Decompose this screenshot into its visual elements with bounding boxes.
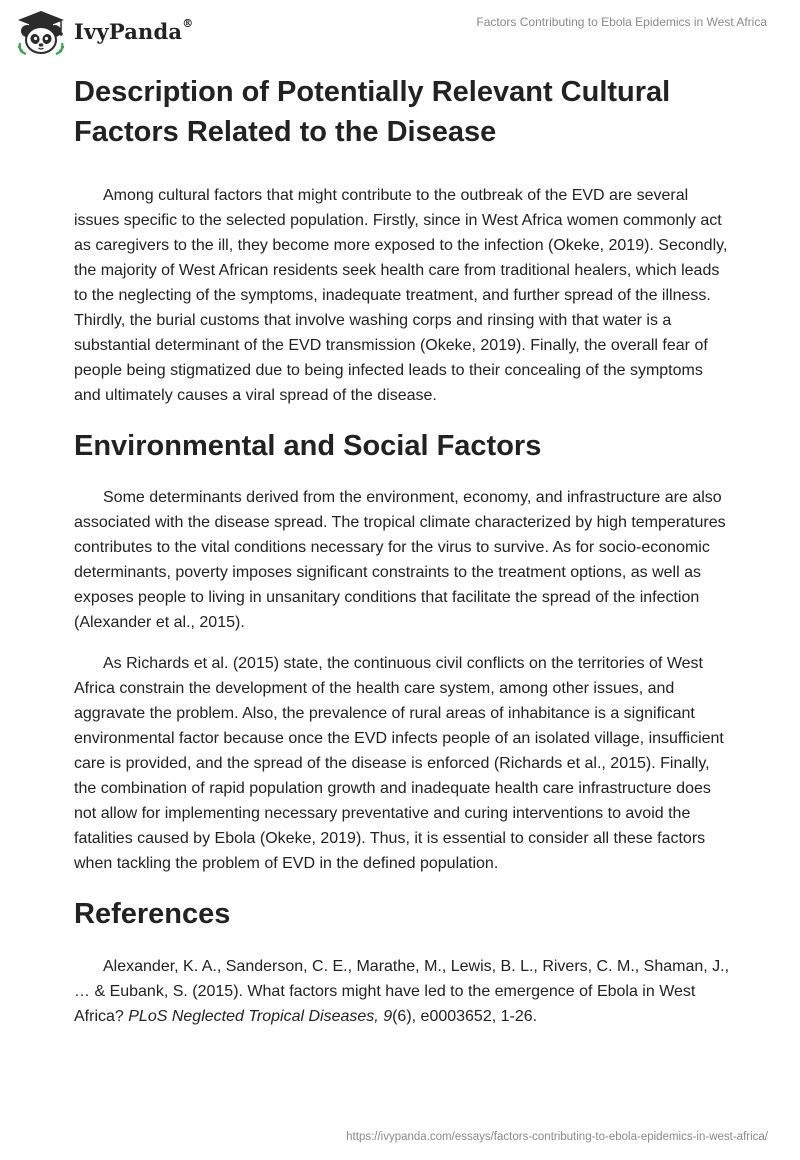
reference-journal: PLoS Neglected Tropical Diseases, 9 — [128, 1008, 393, 1025]
document-body — [74, 70, 730, 1029]
paragraph-environmental-2: As Richards et al. (2015) state, the continuous civil conflicts on the territories of West Africa constrain the development of the health care system, among other issues, and aggravate the problem. Also, the prevalence of rural areas of inhabitance is a significant environmental factor because once the EVD infects people of an isolated village, insufficient care is provided, and the spread of the disease is enforced (Richards et al., 2015). Finally, the combination of rapid population growth and inadequate health care infrastructure does not allow for implementing necessary preventative and curing interventions to avoid the fatalities caused by Ebola (Okeke, 2019). Thus, it is essential to consider all these factors when tackling the problem of EVD in the defined population. — [74, 655, 724, 872]
reference-entry: Alexander, K. A., Sanderson, C. E., Marathe, M., Lewis, B. L., Rivers, C. M., Shaman, J., … & Eubank, S. (2015). What factors might have led to the emergence of Ebola in West Africa? PLoS Neglected Tropical Diseases, 9(6), e0003652, 1-26. — [74, 958, 730, 1025]
heading-cultural-factors: Description of Potentially Relevant Cultural Factors Related to the Disease — [74, 76, 671, 148]
source-url[interactable]: https://ivypanda.com/essays/factors-contributing-to-ebola-epidemics-in-west-africa/ — [346, 1131, 768, 1143]
page-header — [0, 0, 800, 62]
running-title: Factors Contributing to Ebola Epidemics in West Africa — [476, 15, 767, 29]
panda-logo-icon — [14, 9, 68, 55]
heading-environmental-social-factors: Environmental and Social Factors — [74, 430, 542, 462]
logo[interactable] — [14, 9, 193, 55]
brand-name: IvyPanda® — [74, 16, 194, 44]
paragraph-cultural-factors: Among cultural factors that might contribute to the outbreak of the EVD are several issues specific to the selected population. Firstly, since in West Africa women commonly act as caregivers to the ill, they become more exposed to the infection (Okeke, 2019). Secondly, the majority of West African residents seek health care from traditional healers, which leads to the neglecting of the symptoms, inadequate treatment, and further spread of the illness. Thirdly, the burial customs that involve washing corps and rinsing with that water is a substantial determinant of the EVD transmission (Okeke, 2019). Finally, the overall fear of people being stigmatized due to being infected leads to their concealing of the symptoms and ultimately causes a viral spread of the disease. — [74, 187, 728, 404]
paragraph-environmental-1: Some determinants derived from the environment, economy, and infrastructure are also associated with the disease spread. The tropical climate characterized by high temperatures contributes to the vital conditions necessary for the virus to survive. As for socio-economic determinants, poverty imposes significant constraints to the treatment options, as well as exposes people to living in unsanitary conditions that facilitate the spread of the infection (Alexander et al., 2015). — [74, 489, 726, 631]
heading-references: References — [74, 898, 231, 930]
